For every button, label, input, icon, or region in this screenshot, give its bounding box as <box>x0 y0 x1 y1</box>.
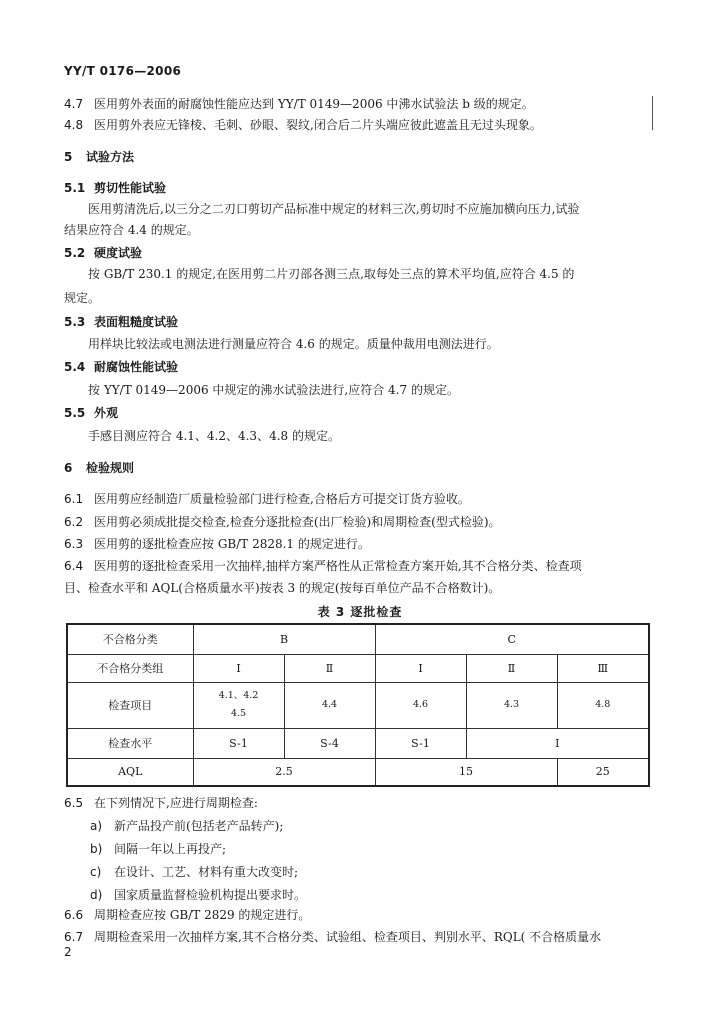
clause-number: 5.1 <box>64 181 86 195</box>
clause-text: 试验方法 <box>86 150 135 164</box>
items-cell: 4.3 <box>466 682 557 728</box>
category-c: C <box>375 624 649 654</box>
aql-cell: 2.5 <box>193 758 375 786</box>
table-row <box>67 682 649 728</box>
clause-text: 剪切性能试验 <box>94 181 167 195</box>
group-cell: Ⅰ <box>375 654 466 682</box>
section-heading <box>64 359 178 375</box>
clause-text: 耐腐蚀性能试验 <box>94 360 179 374</box>
clause-text: 医用剪清洗后,以三分之二刃口剪切产品标准中规定的材料三次,剪切时不应施加横向压力,试验 <box>88 202 580 216</box>
document-header: YY/T 0176—2006 <box>64 64 182 78</box>
clause-text: 目、检查水平和 AQL(合格质量水平)按表 3 的规定(按每百单位产品不合格数计)。 <box>64 581 501 595</box>
clause-text: 用样块比较法或电测法进行测量应符合 4.6 的规定。质量仲裁用电测法进行。 <box>88 337 499 351</box>
row-header-level: 检查水平 <box>67 728 193 758</box>
clause-number: 5.3 <box>64 315 86 329</box>
text-line <box>90 818 283 834</box>
clause-text: 检验规则 <box>86 461 135 475</box>
group-cell: Ⅱ <box>284 654 375 682</box>
clause-number: a) <box>90 819 103 833</box>
row-header-category: 不合格分类 <box>67 624 193 654</box>
clause-number: c) <box>90 865 102 879</box>
items-cell: 4.6 <box>375 682 466 728</box>
clause-text: 医用剪的逐批检查应按 GB/T 2828.1 的规定进行。 <box>94 537 370 551</box>
clause-number: 6.3 <box>64 537 84 551</box>
clause-text: 规定。 <box>64 291 101 305</box>
clause-number: 5.2 <box>64 246 86 260</box>
text-line <box>90 887 306 903</box>
text-line <box>64 514 501 530</box>
margin-change-bar <box>652 96 653 130</box>
group-cell: Ⅲ <box>557 654 649 682</box>
text-line <box>88 382 459 398</box>
clause-number: 6 <box>64 461 73 475</box>
clause-text: 间隔一年以上再投产; <box>114 842 227 856</box>
page-number: 2 <box>64 945 72 959</box>
text-line <box>64 96 534 112</box>
clause-number: 6.6 <box>64 908 84 922</box>
text-line <box>64 117 542 133</box>
text-line <box>64 491 470 507</box>
group-cell: Ⅰ <box>193 654 284 682</box>
category-b: B <box>193 624 375 654</box>
clause-number: 5.5 <box>64 406 86 420</box>
clause-text: 医用剪必须成批提交检查,检查分逐批检查(出厂检验)和周期检查(型式检验)。 <box>94 515 501 529</box>
clause-number: d) <box>90 888 103 902</box>
clause-text: 周期检查应按 GB/T 2829 的规定进行。 <box>94 908 311 922</box>
clause-text: 医用剪外表应无锋棱、毛刺、砂眼、裂纹,闭合后二片头端应彼此遮盖且无过头现象。 <box>94 118 542 132</box>
clause-number: b) <box>90 842 103 856</box>
clause-text: 结果应符合 4.4 的规定。 <box>64 223 199 237</box>
clause-text: 医用剪应经制造厂质量检验部门进行检查,合格后方可提交订货方验收。 <box>94 492 470 506</box>
clause-number: 4.7 <box>64 97 84 111</box>
clause-number: 6.5 <box>64 796 84 810</box>
section-heading <box>64 460 134 476</box>
table-row <box>67 624 649 654</box>
section-heading <box>64 180 166 196</box>
level-cell: S-1 <box>375 728 466 758</box>
clause-number: 5.4 <box>64 360 86 374</box>
clause-number: 4.8 <box>64 118 84 132</box>
row-header-aql: AQL <box>67 758 193 786</box>
clause-text: 医用剪的逐批检查采用一次抽样,抽样方案严格性从正常检查方案开始,其不合格分类、检查项 <box>94 559 582 573</box>
text-line <box>64 929 601 945</box>
group-cell: Ⅱ <box>466 654 557 682</box>
items-cell: 4.8 <box>557 682 649 728</box>
clause-text: 外观 <box>94 406 119 420</box>
clause-text: 按 GB/T 230.1 的规定,在医用剪二片刃部各测三点,取每处三点的算术平均值,应符合 4.5 的 <box>88 267 575 281</box>
clause-number: 5 <box>64 150 73 164</box>
level-cell: Ⅰ <box>466 728 649 758</box>
table-row <box>67 728 649 758</box>
aql-cell: 25 <box>557 758 649 786</box>
table-row <box>67 758 649 786</box>
section-heading <box>64 149 134 165</box>
text-line <box>90 864 298 880</box>
clause-text: 周期检查采用一次抽样方案,其不合格分类、试验组、检查项目、判别水平、RQL( 不合格质量水 <box>94 930 602 944</box>
table-row <box>67 654 649 682</box>
items-cell: 4.4 <box>284 682 375 728</box>
text-line <box>90 841 226 857</box>
text-line <box>64 580 500 596</box>
section-heading <box>64 405 118 421</box>
aql-cell: 15 <box>375 758 557 786</box>
clause-number: 6.1 <box>64 492 84 506</box>
text-line <box>64 558 582 574</box>
section-heading <box>64 314 178 330</box>
clause-text: 在下列情况下,应进行周期检查: <box>94 796 258 810</box>
text-line <box>88 428 340 444</box>
text-line <box>64 536 370 552</box>
text-line <box>64 795 258 811</box>
clause-text: 手感目测应符合 4.1、4.2、4.3、4.8 的规定。 <box>88 429 340 443</box>
text-line <box>88 336 499 352</box>
clause-text: 新产品投产前(包括老产品转产); <box>114 819 284 833</box>
text-line <box>64 222 199 238</box>
text-line <box>88 201 579 217</box>
clause-text: 医用剪外表面的耐腐蚀性能应达到 YY/T 0149—2006 中沸水试验法 b 级的规定。 <box>94 97 534 111</box>
text-line <box>64 907 310 923</box>
row-header-items: 检查项目 <box>67 682 193 728</box>
clause-text: 硬度试验 <box>94 246 143 260</box>
level-cell: S-4 <box>284 728 375 758</box>
text-line <box>88 266 574 282</box>
table-title: 表 3 逐批检查 <box>317 605 403 619</box>
clause-text: 表面粗糙度试验 <box>94 315 179 329</box>
clause-number: 6.2 <box>64 515 84 529</box>
clause-number: 6.4 <box>64 559 84 573</box>
items-cell: 4.1、4.2 4.5 <box>193 682 284 728</box>
level-cell: S-1 <box>193 728 284 758</box>
inspection-table <box>66 623 650 787</box>
clause-text: 按 YY/T 0149—2006 中规定的沸水试验法进行,应符合 4.7 的规定。 <box>88 383 459 397</box>
section-heading <box>64 245 142 261</box>
clause-text: 在设计、工艺、材料有重大改变时; <box>114 865 299 879</box>
clause-number: 6.7 <box>64 930 84 944</box>
clause-text: 国家质量监督检验机构提出要求时。 <box>114 888 307 902</box>
row-header-group: 不合格分类组 <box>67 654 193 682</box>
text-line <box>64 290 100 306</box>
